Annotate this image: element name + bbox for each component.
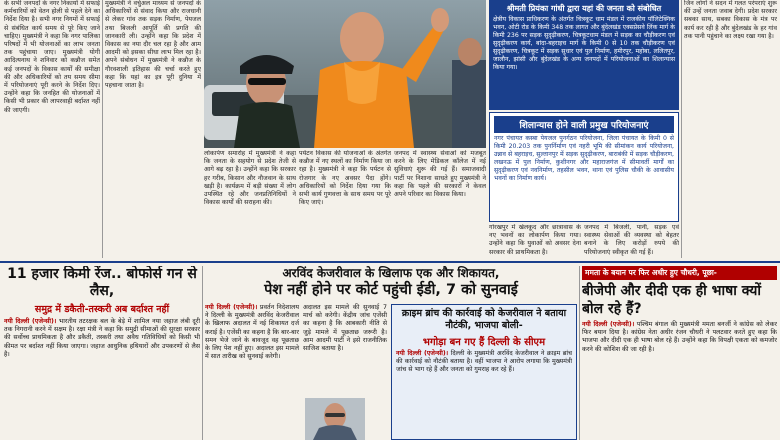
kejriwal-photo <box>305 398 365 440</box>
article-body: पश्चिम बंगाल की मुख्यमंत्री ममता बनर्जी ने कांग्रेस को लेकर फिर बयान दिया है। कांग्रेस नेता अधीर रंजन चौधरी ने पलटवार करते हुए कहा कि भाजपा और दीदी एक ही भाषा बोल रहे हैं। उन्होंने कहा कि विपक्षी एकता को कमजोर करने की कोशिश की जा रही है। <box>582 321 777 353</box>
foundation-projects-title: शिलान्यास होने वाली प्रमुख परियोजनाएं <box>494 116 674 133</box>
article-mamata <box>582 266 777 440</box>
article-column-4 <box>299 150 391 258</box>
inset-subhead: भगोड़ा बन गए हैं दिल्ली के सीएम <box>422 337 546 348</box>
article-dateline: नयी दिल्ली (एजेन्सी)। <box>205 304 258 311</box>
column-text: पर्यटन विकास की योजनाओं के अंतर्गत कन्नौज में नए स्थलों का निर्माण किया जा रहा है। मुख्यमंत्री ने कहा कि पर्यटन से रोजगार के नए अवसर पैदा होंगे। अधिकारियों को निर्देश दिया गया कि सभी कार्य गुणवत्ता के साथ समय पर पूरे किए जाएं। <box>299 150 391 207</box>
inset-dateline: नयी दिल्ली (एजेन्सी)। <box>396 350 449 357</box>
projects-box-body: क्षेत्रीय विकास प्राधिकरण के अंतर्गत चित्रकूट धाम मंडल में राजकीय पॉलिटेक्निक भवन, ओटी रोड के किमी 348 तक लागत और बुंदेलखंड एक्सप्रेसवे लिंक मार्ग के किमी 236 पर सड़क सुदृढ़ीकरण, चित्रकूटधाम मंडल में सड़क का चौड़ीकरण एवं सुदृढ़ीकरण कार्य, बांदा-बहराइच मार्ग के किमी 0 से 10 तक चौड़ीकरण एवं सुदृढ़ीकरण, चित्रकूट में सड़क सुधार एवं पुल निर्माण, हमीरपुर, महोबा, ललितपुर, जालौन, झांसी और बुंदेलखंड के अन्य जनपदों में परियोजनाओं का शिलान्यास किया गया। <box>493 16 675 71</box>
article-dateline: नयी दिल्ली (एजेन्सी)। <box>4 318 57 325</box>
article-column-2 <box>105 0 201 258</box>
article-kicker: अरविंद केजरीवाल के खिलाफ एक और शिकायत, <box>282 266 500 280</box>
photo-illustration <box>204 0 486 148</box>
article-kicker: ममता के बयान पर फिर अधीर हुए चौधरी, पूछा- <box>582 266 777 280</box>
column-text: लोकार्पण समारोह में मुख्यमंत्री ने कहा कि जनता के सहयोग से प्रदेश तेजी से आगे बढ़ रहा है। उन्होंने कहा कि सरकार हर गरीब, किसान और नौजवान के साथ खड़ी है। कार्यक्रम में बड़ी संख्या में लोग उपस्थित रहे और जनप्रतिनिधियों ने विकास कार्यों की सराहना की। <box>204 150 296 207</box>
column-text: जिन लोगों ने सदन में गलत परंपराएं शुरू कीं उन्हें जनता जवाब देगी। प्रदेश सरकार सबका साथ, सबका विकास के मंत्र पर कार्य कर रही है और बुंदेलखंड के हर गांव तक पानी पहुंचाने का लक्ष्य रखा गया है। <box>684 0 777 40</box>
column-text: गोरखपुर में खेलकूद और छात्रावास के नए भवनों का लोकार्पण किया गया। उन्होंने कहा कि युवाओं को अवसर देना सरकार की प्राथमिकता है। <box>489 224 581 256</box>
yogi-photo <box>204 0 486 148</box>
article-body: प्रवर्तन निदेशालय ने दिल्ली के मुख्यमंत्री अरविंद केजरीवाल के खिलाफ अदालत में नई शिकायत दर्ज कराई है। एजेंसी का कहना है कि बार-बार समन भेजे जाने के बावजूद वह पूछताछ के लिए पेश नहीं हुए। अदालत इस मामले में सात तारीख को सुनवाई करेगी। <box>205 304 299 361</box>
article-boat <box>4 266 200 440</box>
article-column-9 <box>684 0 777 258</box>
article-body: भारतीय तटरक्षक बल के बेड़े में शामिल नया जहाज लंबी दूरी तक निगरानी करने में सक्षम है। रक्षा मंत्री ने कहा कि समुद्री सीमाओं की सुरक्षा सरकार की सर्वोच्च प्राथमिकता है और डकैती, तस्करी तथा अवैध गतिविधियों को किसी भी कीमत पर बर्दाश्त नहीं किया जाएगा। जहाज आधुनिक हथियारों और उपकरणों से लैस है। <box>4 318 200 358</box>
article-body-continued: अदालत इस मामले की सुनवाई 7 मार्च को करेगी। केंद्रीय जांच एजेंसी का कहना है कि आबकारी नीति से जुड़े मामले में पूछताछ जरूरी है। आम आदमी पार्टी ने इसे राजनीतिक साजिश बताया है। <box>303 304 387 353</box>
article-headline: बीजेपी और दीदी एक ही भाषा क्यों बोल रहे हैं? <box>582 283 761 317</box>
projects-box <box>489 0 679 110</box>
article-column-7 <box>489 224 581 258</box>
article-column-8 <box>584 224 679 258</box>
article-dateline: नयी दिल्ली (एजेन्सी)। <box>582 321 635 328</box>
column-text: के सभी जनपदों के नगर निकायों में सफाई कर्मचारियों को वेतन होली से पहले देने का निर्देश दिया है। सभी नगर निगमों में सफाई से संबंधित कार्य समय से पूरे किए जाने चाहिए। मुख्यमंत्री ने कहा कि नगर पालिका परिषदों में भी योजनाओं का लाभ जनता तक पहुंचाया जाए। मुख्यमंत्री योगी आदित्यनाथ ने शनिवार को कन्नौज समेत कई जनपदों के विकास कार्यों की समीक्षा की और अधिकारियों को तय समय सीमा में परियोजनाएं पूरी करने के निर्देश दिए। उन्होंने कहा कि जनहित की योजनाओं में किसी भी प्रकार की लापरवाही बर्दाश्त नहीं की जाएगी। <box>4 0 100 114</box>
article-column-1 <box>4 0 100 258</box>
portrait-illustration <box>305 398 365 440</box>
column-text: जनपद में बिजली, पानी, सड़क एवं स्वास्थ्य सेवाओं की व्यवस्था को बेहतर बनाने के लिए करोड़ों रुपये की परियोजनाएं स्वीकृत की गई हैं। <box>584 224 679 256</box>
column-text: मुख्यमंत्री ने वर्चुअल माध्यम से जनपदों के अधिकारियों से संवाद किया और राजधानी से लेकर गांव तक सड़क निर्माण, पेयजल तथा बिजली आपूर्ति की प्रगति की जानकारी ली। उन्होंने कहा कि प्रदेश में विकास का नया दौर चल रहा है और आम आदमी को इसका सीधा लाभ मिल रहा है। अपने संबोधन में मुख्यमंत्री ने कन्नौज के गौरवशाली इतिहास की चर्चा करते हुए कहा कि यहां का इत्र पूरी दुनिया में पहचाना जाता है। <box>105 0 201 90</box>
article-headline: 11 हजार किमी रेंज.. बोफोर्स गन से लैस, <box>7 266 197 299</box>
column-text: जनपद में स्वास्थ्य सेवाओं को मजबूत करने के लिए मेडिकल कॉलेज में नई सुविधाएं शुरू की गई हैं। समाजवादी पार्टी पर निशाना साधते हुए मुख्यमंत्री ने कहा कि पहले की सरकारों ने केवल अपने परिवार का विकास किया। <box>394 150 486 199</box>
article-subhead: समुद्र में डकैती-तस्करी अब बर्दाश्त नहीं <box>34 304 170 315</box>
inset-box <box>391 304 577 440</box>
inset-headline: क्राइम ब्रांच की कार्रवाई को केजरीवाल ने बताया नौटंकी, भाजपा बोली- <box>401 308 567 331</box>
article-headline: पेश नहीं होने पर कोर्ट पहुंची ईडी, 7 को सुनवाई <box>264 282 518 298</box>
foundation-projects-box <box>489 112 679 222</box>
projects-box-title: श्रीमती प्रियंका गांधी द्वारा यहां की जनता को संबोधित <box>506 4 662 13</box>
foundation-projects-body: नगर पंचायत कस्बा पेयजल पुनर्गठन परियोजना, जिला पंचायत के किमी 0 से किमी 20.203 तक पुनर्निर्माण एवं नहरी भूमि की सीमांकन कार्य परियोजना, उन्नाव से बहराइच, सुल्तानपुर में सड़क सुदृढ़ीकरण, बाराबंकी में सड़क चौड़ीकरण, लखनऊ में पुल निर्माण, कुशीनगर और महाराजगंज में सीमावर्ती मार्गों का सुदृढ़ीकरण एवं नवनिर्माण, तहसील भवन, थाना एवं पुलिस चौकी के आवासीय भवनों का निर्माण कार्य। <box>494 135 674 182</box>
inset-body: दिल्ली के मुख्यमंत्री अरविंद केजरीवाल ने क्राइम ब्रांच की कार्रवाई को नौटंकी बताया है। वहीं भाजपा ने आरोप लगाया कि मुख्यमंत्री जांच से भाग रहे हैं और जनता को गुमराह कर रहे हैं। <box>396 350 572 374</box>
article-column-5 <box>394 150 486 258</box>
article-column-3 <box>204 150 296 258</box>
article-kejriwal <box>205 266 577 440</box>
